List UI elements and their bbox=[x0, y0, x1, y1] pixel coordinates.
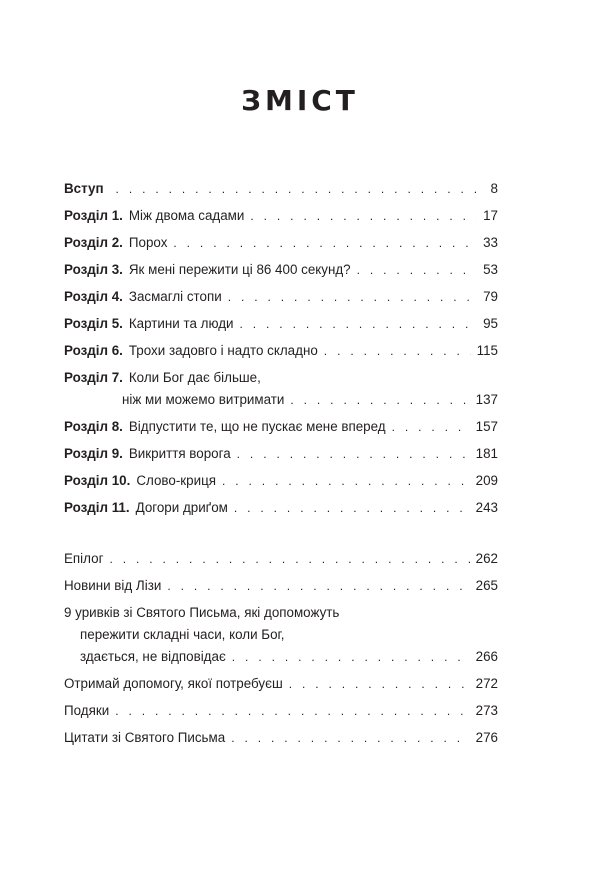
page-number: 272 bbox=[475, 676, 498, 691]
entry-title: Цитати зі Святого Письма bbox=[64, 730, 226, 745]
page-number: 181 bbox=[475, 446, 498, 461]
entry-title: Як мені пережити ці 86 400 секунд? bbox=[128, 262, 351, 277]
entry-title: Подяки bbox=[64, 703, 110, 718]
toc-entry bbox=[64, 180, 498, 197]
entry-label: Розділ 4. bbox=[64, 289, 123, 304]
page-number: 95 bbox=[483, 316, 498, 331]
toc-entry bbox=[64, 445, 498, 462]
toc-entry bbox=[64, 342, 498, 359]
entry-label: Розділ 5. bbox=[64, 316, 123, 331]
page-number: 266 bbox=[475, 649, 498, 664]
toc-entry bbox=[64, 499, 498, 516]
toc-entry bbox=[64, 702, 498, 719]
toc-entry bbox=[64, 729, 498, 746]
entry-label: Розділ 11. bbox=[64, 500, 130, 515]
toc-entry bbox=[64, 675, 498, 692]
entry-title: Отримай допомогу, якої потребуєш bbox=[64, 676, 283, 691]
page-number: 79 bbox=[483, 289, 498, 304]
dot-leader bbox=[173, 235, 477, 252]
dot-leader bbox=[250, 208, 477, 225]
page-number: 53 bbox=[483, 262, 498, 277]
page-number: 276 bbox=[475, 730, 498, 745]
entry-title: 9 уривків зі Святого Письма, які допоможуть bbox=[64, 605, 340, 620]
entry-label: Розділ 10. bbox=[64, 473, 131, 488]
entry-title: Засмаглі стопи bbox=[128, 289, 222, 304]
dot-leader bbox=[324, 343, 471, 360]
dot-leader bbox=[167, 578, 469, 595]
entry-label: Вступ bbox=[64, 181, 104, 196]
page-number: 17 bbox=[483, 208, 498, 223]
entry-title: Догори дриґом bbox=[135, 500, 228, 515]
toc-entry bbox=[64, 234, 498, 251]
entry-title: Відпустити те, що не пускає мене вперед bbox=[128, 419, 386, 434]
entry-label: Розділ 3. bbox=[64, 262, 123, 277]
dot-leader bbox=[231, 730, 469, 747]
dot-leader bbox=[115, 703, 469, 720]
dot-leader bbox=[240, 316, 478, 333]
entry-title: Трохи задовго і надто складно bbox=[128, 343, 318, 358]
dot-leader bbox=[392, 419, 470, 436]
toc-entry bbox=[64, 207, 498, 224]
entry-title: Слово-криця bbox=[136, 473, 216, 488]
page-number: 265 bbox=[475, 578, 498, 593]
dot-leader bbox=[234, 500, 470, 517]
entry-title: Між двома садами bbox=[128, 208, 245, 223]
toc-entry bbox=[64, 369, 498, 408]
page-number: 273 bbox=[475, 703, 498, 718]
entry-label: Розділ 2. bbox=[64, 235, 123, 250]
entry-title-continued: ніж ми можемо витримати bbox=[122, 392, 285, 407]
dot-leader bbox=[357, 262, 477, 279]
toc-entry bbox=[64, 604, 498, 665]
entry-label: Розділ 7. bbox=[64, 370, 123, 385]
toc-entry bbox=[64, 418, 498, 435]
dot-leader bbox=[109, 551, 469, 568]
dot-leader bbox=[289, 676, 470, 693]
entry-label: Розділ 1. bbox=[64, 208, 123, 223]
toc-entry bbox=[64, 261, 498, 278]
entry-title-continued: здається, не відповідає bbox=[80, 649, 226, 664]
page-number: 33 bbox=[483, 235, 498, 250]
entry-title: Порох bbox=[128, 235, 168, 250]
entry-title-continued: пережити складні часи, коли Бог, bbox=[80, 627, 285, 642]
page-number: 262 bbox=[475, 551, 498, 566]
dot-leader bbox=[232, 649, 470, 666]
entry-title: Епілог bbox=[64, 551, 104, 566]
chapter-list bbox=[64, 180, 498, 526]
dot-leader bbox=[222, 473, 470, 490]
toc-entry bbox=[64, 550, 498, 567]
toc-entry bbox=[64, 315, 498, 332]
entry-label: Розділ 9. bbox=[64, 446, 123, 461]
toc-entry bbox=[64, 288, 498, 305]
entry-title: Картини та люди bbox=[128, 316, 234, 331]
entry-label: Розділ 6. bbox=[64, 343, 123, 358]
dot-leader bbox=[237, 446, 470, 463]
entry-title: Коли Бог дає більше, bbox=[128, 370, 261, 385]
dot-leader bbox=[116, 181, 485, 198]
page-number: 157 bbox=[475, 419, 498, 434]
page-number: 209 bbox=[475, 473, 498, 488]
toc-entry bbox=[64, 577, 498, 594]
toc-entry bbox=[64, 472, 498, 489]
back-matter-list bbox=[64, 550, 498, 756]
entry-label: Розділ 8. bbox=[64, 419, 123, 434]
entry-title: Новини від Лізи bbox=[64, 578, 162, 593]
page-title: ЗМІСТ bbox=[241, 84, 359, 117]
dot-leader bbox=[228, 289, 477, 306]
entry-title: Викриття ворога bbox=[128, 446, 231, 461]
page-number: 8 bbox=[490, 181, 498, 196]
dot-leader bbox=[290, 392, 469, 409]
page-number: 115 bbox=[476, 343, 498, 358]
page-number: 243 bbox=[475, 500, 498, 515]
page-number: 137 bbox=[475, 392, 498, 407]
